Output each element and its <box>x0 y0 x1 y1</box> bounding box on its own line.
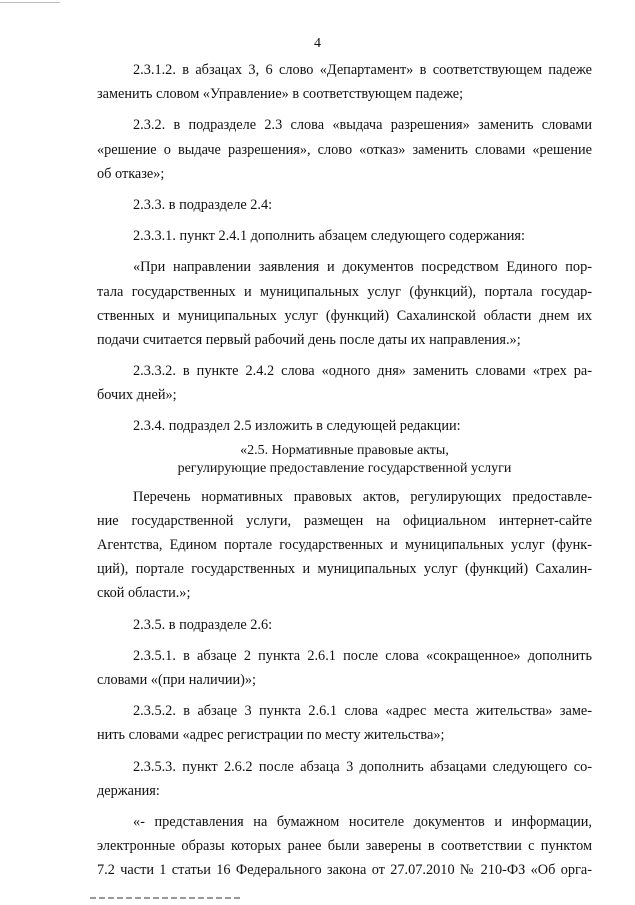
paragraph <box>97 810 592 883</box>
text-line: держания: <box>97 782 160 799</box>
text-line: электронные образы которых ранее были заверены в соответствии с пунктом <box>97 838 592 855</box>
paragraph <box>97 755 592 803</box>
paragraph <box>97 113 592 186</box>
paragraph <box>97 644 592 692</box>
text-line: ственных и муниципальных услуг (функций) Сахалинской области днем их <box>97 307 592 324</box>
text-line: бочих дней»; <box>97 387 177 404</box>
paragraphs-after-heading <box>97 485 592 883</box>
text-line: 2.3.5.1. в абзаце 2 пункта 2.6.1 после слова «сокращенное» дополнить <box>133 647 592 664</box>
page-number: 4 <box>314 36 321 51</box>
text-line: ской области.»; <box>97 585 191 602</box>
paragraph <box>97 414 592 438</box>
text-line: «- представления на бумажном носителе документов и информации, <box>133 813 592 830</box>
paragraph <box>97 224 592 248</box>
text-line: 2.3.2. в подразделе 2.3 слова «выдача разрешения» заменить словами <box>133 117 592 134</box>
text-line: тала государственных и муниципальных услуг (функций), портала государ- <box>97 283 592 300</box>
paragraph <box>97 193 592 217</box>
paragraphs-before-heading <box>97 58 592 439</box>
text-line: 2.3.5.3. пункт 2.6.2 после абзаца 3 дополнить абзацами следующего со- <box>133 758 592 775</box>
text-line: об отказе»; <box>97 165 165 182</box>
text-line: 7.2 части 1 статьи 16 Федерального закона от 27.07.2010 № 210-ФЗ «Об орга- <box>97 862 592 879</box>
paragraph <box>97 485 592 606</box>
text-line: 2.3.3.1. пункт 2.4.1 дополнить абзацем следующего содержания: <box>133 228 525 245</box>
section-heading-line-1: «2.5. Нормативные правовые акты, <box>240 442 449 458</box>
text-line: 2.3.4. подраздел 2.5 изложить в следующей редакции: <box>133 418 461 435</box>
text-line: нить словами «адрес регистрации по месту жительства»; <box>97 727 445 744</box>
text-line: ние государственной услуги, размещен на официальном интернет-сайте <box>97 512 592 529</box>
text-line: 2.3.3.2. в пункте 2.4.2 слова «одного дня» заменить словами «трех ра- <box>133 363 592 380</box>
scan-footer-mark <box>90 897 240 899</box>
text-line: «решение о выдаче разрешения», слово «отказ» заменить словами «решение <box>97 141 592 158</box>
text-line: Перечень нормативных правовых актов, регулирующих предоставле- <box>133 488 592 505</box>
text-line: ций), портале государственных и муниципальных услуг (функций) Сахалин- <box>97 561 592 578</box>
section-heading-line-2: регулирующие предоставление государственной услуги <box>177 460 512 476</box>
paragraph <box>97 359 592 407</box>
text-line: «При направлении заявления и документов посредством Единого пор- <box>133 259 592 276</box>
paragraph <box>97 255 592 352</box>
text-line: 2.3.5.2. в абзаце 3 пункта 2.6.1 слова «адрес места жительства» заме- <box>133 703 592 720</box>
text-line: подачи считается первый рабочий день после даты их направления.»; <box>97 331 521 348</box>
text-line: заменить словом «Управление» в соответствующем падеже; <box>97 86 464 103</box>
text-line: словами «(при наличии)»; <box>97 671 257 688</box>
paragraph <box>97 699 592 747</box>
text-line: 2.3.3. в подразделе 2.4: <box>133 196 273 213</box>
text-line: Агентства, Едином портале государственных и муниципальных услуг (функ- <box>97 537 592 553</box>
text-line: 2.3.1.2. в абзацах 3, 6 слово «Департамент» в соответствующем падеже <box>133 62 592 78</box>
document-body <box>97 58 592 882</box>
paragraph <box>97 58 592 106</box>
scan-edge-mark <box>0 2 60 3</box>
paragraph <box>97 613 592 637</box>
text-line: 2.3.5. в подразделе 2.6: <box>133 616 273 633</box>
section-heading <box>97 442 592 478</box>
